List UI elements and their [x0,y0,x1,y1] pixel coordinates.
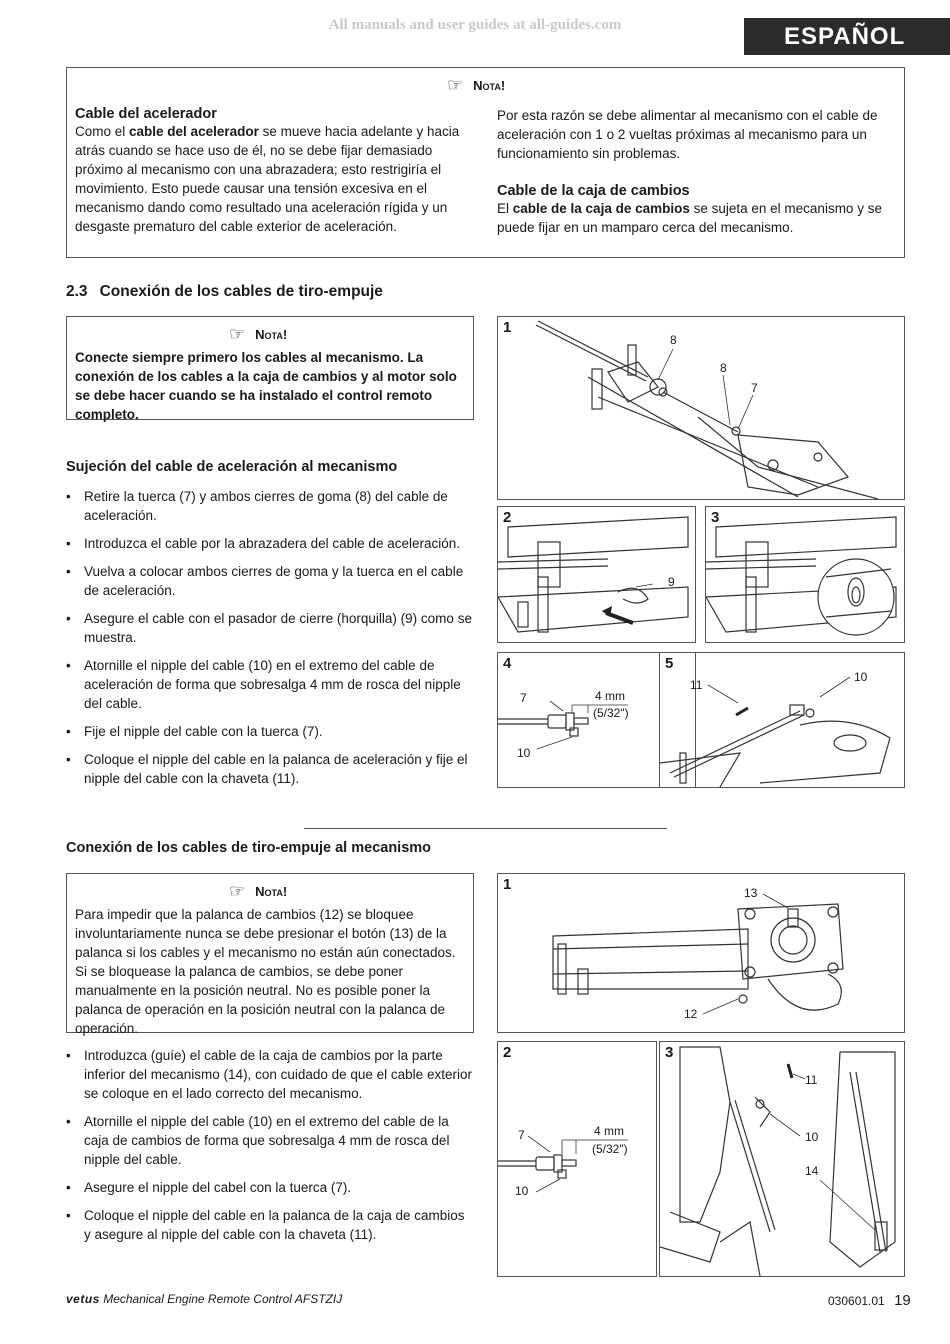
callout-14: 14 [805,1164,819,1178]
figure-g2-cable-nipple [497,1041,657,1277]
figure-number: 5 [665,655,674,672]
list-item: • Retire la tuerca (7) y ambos cierres de goma (8) del cable de aceleración. [66,487,474,525]
cable-routing-drawing [660,1042,904,1276]
figure-number: 3 [711,509,720,526]
figure-number: 1 [503,876,512,893]
callout-12: 12 [684,1007,698,1021]
list-item: • Introduzca el cable por la abrazadera del cable de aceleración. [66,534,474,553]
callout-10: 10 [805,1130,819,1144]
figure-number: 1 [503,319,512,336]
callout-10: 10 [517,746,531,760]
list-item: • Fije el nipple del cable con la tuerca (7). [66,722,474,741]
figure-number: 3 [665,1044,674,1061]
callout-10: 10 [515,1184,529,1198]
note-right-text: Por esta razón se debe alimentar al mecanismo con el cable de aceleración con 1 o 2 vueltas próximas al mecanismo para un funcionamiento sin problemas. [497,108,878,161]
callout-10: 10 [854,670,868,684]
lever-drawing [660,653,904,787]
steps-list-1 [66,487,474,797]
mechanism-drawing [498,317,904,499]
list-item: • Atornille el nipple del cable (10) en el extremo del cable de la caja de cambios de forma que sobresalga 4 mm de rosca del nipple del cable. [66,1112,474,1169]
pointing-hand-icon: ☞ [447,75,464,95]
pointing-hand-icon: ☞ [229,881,246,901]
list-item: • Asegure el cable con el pasador de cierre (horquilla) (9) como se muestra. [66,609,474,647]
cotter-pin-icon [788,1064,792,1078]
callout-7: 7 [518,1128,525,1142]
section-heading: 2.3 Conexión de los cables de tiro-empuje [66,283,383,300]
steps-list-2 [66,1046,474,1253]
note-box-top [66,67,905,258]
callout-11: 11 [690,678,703,692]
figure-g3-cable-routing [659,1041,905,1277]
note-box-2 [66,316,474,420]
callout-8b: 8 [720,361,727,375]
clamp-drawing [498,507,695,642]
footer-title: vetus Mechanical Engine Remote Control AFSTZIJ [66,1292,343,1306]
figure-1-throttle-mechanism [497,316,905,500]
note-header: ☞ Nota! [229,324,288,344]
callout-7: 7 [751,381,758,395]
figure-2-pin-insertion [497,506,696,643]
note-left-title: Cable del acelerador [75,106,217,122]
figure-5-cotter-pin [659,652,905,788]
list-item: • Asegure el nipple del cabel con la tuerca (7). [66,1178,474,1197]
dimension-label: 4 mm [594,1124,624,1138]
list-item: • Atornille el nipple del cable (10) en el extremo del cable de aceleración de forma que sobresalga 4 mm de rosca del nipple del cable. [66,656,474,713]
note-3-text-1: Para impedir que la palanca de cambios (12) se bloquee involuntariamente nunca se debe presionar el botón (13) de la palanca si los cables y el mecanismo no están aún conectados. [75,907,456,960]
note-3-text-2: Si se bloquease la palanca de cambios, se debe poner manualmente en la posición neutral. No es posible poner la palanca de operación en la posición neutral con la palanca de operación. [75,964,446,1036]
note-left-column [75,106,477,236]
dimension-fraction: (5/32") [593,706,629,720]
footer-code: 030601.01 19 [828,1292,911,1309]
note-header: ☞ Nota! [229,881,288,901]
note-box-3 [66,873,474,1036]
subsection-title-1: Sujeción del cable de aceleración al mecanismo [66,459,398,475]
list-item: • Coloque el nipple del cable en la palanca de aceleración y fije el nipple del cable con la chaveta (11). [66,750,474,788]
dimension-fraction: (5/32") [592,1142,628,1156]
callout-13: 13 [744,886,758,900]
callout-7: 7 [520,691,527,705]
list-item: • Vuelva a colocar ambos cierres de goma y la tuerca en el cable de aceleración. [66,562,474,600]
cotter-pin-icon [736,708,748,715]
callout-11: 11 [805,1073,818,1087]
watermark: All manuals and user guides at all-guides.com [328,17,622,33]
note-header: ☞ Nota! [447,75,506,95]
figure-number: 4 [503,655,512,672]
note-left-text: Como el cable del acelerador se mueve hacia adelante y hacia atrás cuando se hace uso de él, no se debe fijar demasiado próximo al mecanismo con una abrazadera; esto restrigiría el movimiento. Esto puede causar una tensión excesiva en el mecanismo dando como resultado una aceleración rígida y un desgaste prematuro del cable exterior de aceleración. [75,124,460,234]
callout-8a: 8 [670,333,677,347]
note-2-text: Conecte siempre primero los cables al mecanismo. La conexión de los cables a la caja de cambios y al motor solo se debe hacer cuando se ha instalado el control remoto completo. [75,350,457,422]
note-right-column [497,106,897,237]
subsection-title-2: Conexión de los cables de tiro-empuje al mecanismo [66,840,432,856]
list-item: • Introduzca (guíe) el cable de la caja de cambios por la parte inferior del mecanismo (14), con cuidado de que el cable exterior se coloque en el lado correcto del mecanismo. [66,1046,474,1103]
figure-3-pin-detail [705,506,905,643]
figure-number: 2 [503,509,512,526]
page-number: 19 [894,1292,911,1309]
figure-g1-shift-lever [497,873,905,1033]
brand-logo: vetus [66,1292,100,1306]
callout-9: 9 [668,575,675,589]
clamp-detail-drawing [706,507,904,642]
note-right-title: Cable de la caja de cambios [497,183,690,199]
divider [304,828,667,829]
note-right-text2: El cable de la caja de cambios se sujeta en el mecanismo y se puede fijar en un mamparo cerca del mecanismo. [497,201,882,235]
nipple-drawing [498,1042,656,1276]
shift-mechanism-drawing [498,874,904,1032]
figure-number: 2 [503,1044,512,1061]
language-tab: ESPAÑOL [744,18,950,55]
list-item: • Coloque el nipple del cable en la palanca de la caja de cambios y asegure al nipple del cable con la chaveta (11). [66,1206,474,1244]
pointing-hand-icon: ☞ [229,324,246,344]
dimension-label: 4 mm [595,689,625,703]
